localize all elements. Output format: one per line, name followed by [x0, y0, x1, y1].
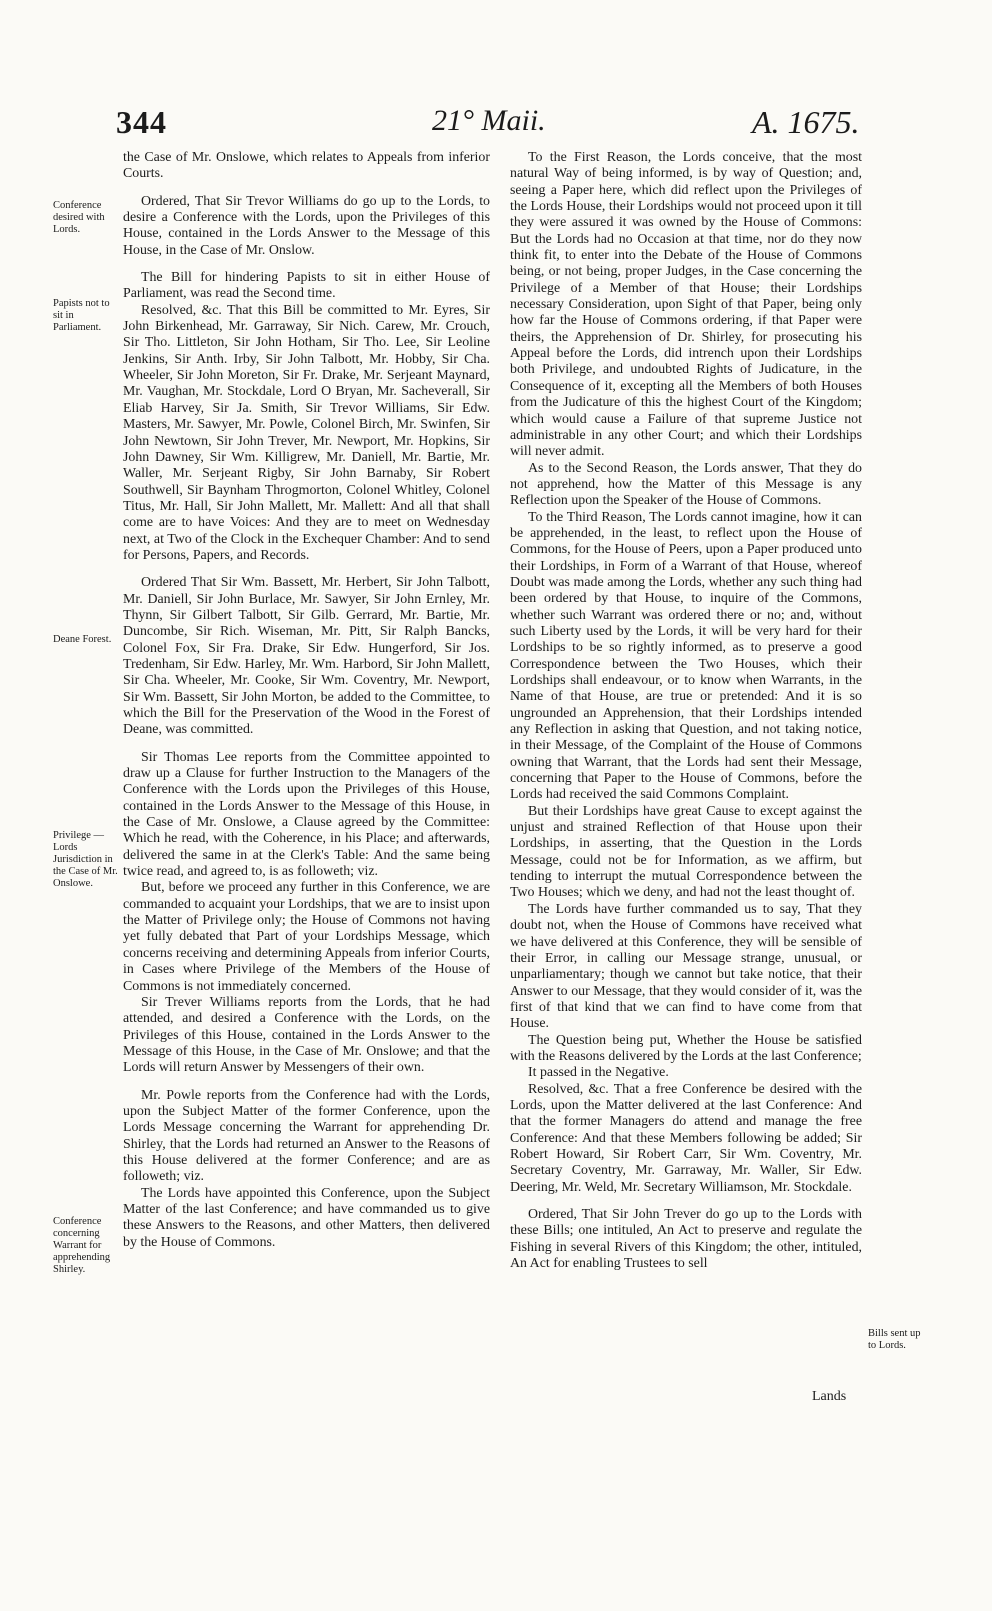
margin-note-deane-forest: Deane Forest. — [53, 634, 112, 645]
margin-note-bills: Bills sent up to Lords. — [868, 1328, 921, 1351]
paragraph: But, before we proceed any further in this Conference, we are commanded to acquaint your Lordships, that we are to insist upon the Matter of Privilege only; the House of Commons not having yet fully debated that Part of your Lordships Message, which concerns receiving and determining Appeals from inferior Courts, in Cases where Privilege of the Members of the House of Commons is not immediately concerned. — [123, 880, 490, 994]
margin-note-papists: Papists not to sit in Parliament. — [53, 298, 110, 333]
paragraph: Resolved, &c. That this Bill be committed to Mr. Eyres, Sir John Birkenhead, Mr. Garraway, Sir Nich. Carew, Mr. Crouch, Sir Tho. Littleton, Sir John Hotham, Sir Tho. Lee, Sir Leoline Jenkins, Sir Anth. Irby, Sir John Talbott, Mr. Hobby, Sir Cha. Wheeler, Sir John Moreton, Sir Fr. Drake, Mr. Serjeant Maynard, Mr. Vaughan, Mr. Stockdale, Lord O Bryan, Mr. Sacheverall, Sir Eliab Harvey, Sir Ja. Smith, Sir Trevor Williams, Sir Edw. Masters, Mr. Sawyer, Mr. Powle, Colonel Birch, Mr. Swinfen, Sir John Newtown, Sir John Trever, Mr. Newport, Mr. Hopkins, Sir John Dawney, Sir Wm. Killigrew, Mr. Daniell, Mr. Bartie, Mr. Waller, Mr. Serjeant Rigby, Sir John Barnaby, Sir Robert Southwell, Sir Baynham Throgmorton, Colonel Whitley, Colonel Titus, Mr. Hall, Sir John Mallett, Mr. Mallett: And all that shall come are to have Voices: And they are to meet on Wednesday next, at Two of the Clock in the Exchequer Chamber: And to send for Persons, Papers, and Records. — [123, 302, 490, 563]
paragraph: The Lords have further commanded us to say, That they doubt not, when the House of Commons have received what we have delivered at this Conference, they will be sensible of their Error, in calling our Message strange, unusual, or unparliamentary; though we cannot but take notice, that their Answer to our Message, that they would consider of it, was the first of that kind that we can find to have come from that House. — [510, 901, 862, 1032]
paragraph: Ordered That Sir Wm. Bassett, Mr. Herbert, Sir John Talbott, Mr. Daniell, Sir John Burlace, Mr. Sawyer, Sir John Ernley, Mr. Thynn, Sir Gilbert Talbott, Sir Gilb. Gerrard, Mr. Bartie, Mr. Duncombe, Sir Rich. Wiseman, Mr. Pitt, Sir Ralph Bancks, Colonel Fox, Sir Fra. Drake, Sir Edw. Hungerford, Sir Jos. Tredenham, Sir Edw. Harley, Mr. Wm. Harbord, Sir John Mallett, Sir Cha. Wheeler, Mr. Cooke, Sir Wm. Coventry, Mr. Newport, Sir Wm. Bassett, Sir John Morton, be added to the Committee, to which the Bill for the Preservation of the Wood in the Forest of Deane, was committed. — [123, 575, 490, 738]
margin-note-conference: Conference desired with Lords. — [53, 200, 105, 235]
margin-note-warrant: Conference concerning Warrant for apprehending Shirley. — [53, 1216, 111, 1275]
margin-note-privilege: Privilege — Lords Jurisdiction in the Case of Mr. Onslowe. — [53, 830, 118, 889]
paragraph: Mr. Powle reports from the Conference had with the Lords, upon the Subject Matter of the former Conference, upon the Lords Message concerning the Warrant for apprehending Dr. Shirley, that the Lords had returned an Answer to the Reasons of this House delivered at the former Conference; and are as followeth; viz. — [123, 1087, 490, 1185]
paragraph: the Case of Mr. Onslowe, which relates to Appeals from inferior Courts. — [123, 150, 490, 182]
paragraph: As to the Second Reason, the Lords answer, That they do not apprehend, how the Matter of this Message is any Reflection upon the Speaker of the House of Commons. — [510, 460, 862, 509]
running-head-year: A. 1675. — [752, 104, 860, 140]
paragraph: To the Third Reason, The Lords cannot imagine, how it can be apprehended, in the least, to reflect upon the House of Commons, for the House of Peers, upon a Paper produced unto their Lordships, in Form of a Warrant of that House, whereof Doubt was made among the Lords, whether any such thing had been ordered by that House, to inquire of the Commons, whether such Warrant was ordered there or no; and, without such Liberty used by the Lords, it will be very hard for their Lordships to be so rightly informed, as to preserve a good Correspondence between the Two Houses, which their Lordships shall endeavour, or to know when Warrants, in the Name of that House, are true or pretended: And it is so ungrounded an Apprehension, that their Lordships intended any Reflection in asking that Question, and not taking notice, in their Message, of the Complaint of the House of Commons owning that Warrant, that the Lords had sent their Message, concerning that Paper to the House of Commons, before the Lords had received the said Commons Complaint. — [510, 509, 862, 803]
left-column — [123, 150, 490, 1251]
paragraph: The Bill for hindering Papists to sit in either House of Parliament, was read the Second time. — [123, 270, 490, 302]
paragraph: Sir Thomas Lee reports from the Committee appointed to draw up a Clause for further Instruction to the Managers of the Conference with the Lords upon the Privileges of this House, contained in the Lords Answer to the Message of this House, in the Case of Mr. Onslowe, a Clause agreed by the Committee: Which he read, with the Coherence, in his Place; and afterwards, delivered the same in at the Clerk's Table: And the same being twice read, and agreed to, is as followeth; viz. — [123, 749, 490, 880]
paragraph: But their Lordships have great Cause to except against the unjust and strained Reflection of that House upon their Lordships, in asserting, that the Question in the Lords Message, could not be for Information, as we affirm, but tending to interrupt the mutual Correspondence between the Two Houses; which we deny, and had not the least thought of. — [510, 803, 862, 901]
page-number: 344 — [116, 104, 167, 140]
catchword: Lands — [812, 1389, 847, 1404]
paragraph: It passed in the Negative. — [528, 1065, 669, 1081]
paragraph: The Lords have appointed this Conference, upon the Subject Matter of the last Conference; and have commanded us to give these Answers to the Reasons, and other Matters, then delivered by the House of Commons. — [123, 1185, 490, 1250]
running-head-date: 21° Maii. — [432, 104, 546, 137]
paragraph: To the First Reason, the Lords conceive, that the most natural Way of being informed, is by way of Question; and, seeing a Paper here, which did reflect upon the Privileges of the Lords House, their Lordships would not proceed upon it till they were assured it was owned by the House of Commons: But the Lords had no Occasion at that time, nor do they now think fit, to enter into the Debate of the House of Commons being, or not being, proper Judges, in the Case concerning the Privilege of a Member of that House; their Lordships necessary Consideration, upon Sight of that Paper, being only how far the House of Commons ordering, if that Paper were theirs, the Apprehension of Dr. Shirley, for prosecuting his Appeal before the Lords, did intrench upon their Lordships both Privilege, and undoubted Rights of Judicature, in the Consequence of it, excepting all the Members of both Houses from the Judicature of this the highest Court of the Kingdom; which would cause a Failure of that supreme Justice not administrable in any other Court; and which their Lordships will never admit. — [510, 150, 862, 460]
paragraph: Ordered, That Sir Trevor Williams do go up to the Lords, to desire a Conference with the Lords, upon the Privileges of this House, contained in the Lords Answer to the Message of this House, in the Case of Mr. Onslow. — [123, 193, 490, 258]
right-column — [510, 150, 862, 1272]
paragraph: Sir Trever Williams reports from the Lords, that he had attended, and desired a Conference with the Lords, on the Privileges of this House, contained in the Lords Answer to the Message of this House, in the Case of Mr. Onslowe; and that the Lords will return Answer by Messengers of their own. — [123, 994, 490, 1076]
paragraph: Ordered, That Sir John Trever do go up to the Lords with these Bills; one intituled, An Act to preserve and regulate the Fishing in several Rivers of this Kingdom; the other, intituled, An Act for enabling Trustees to sell — [510, 1207, 862, 1272]
paragraph: Resolved, &c. That a free Conference be desired with the Lords, upon the Matter delivered at the last Conference: And that the former Managers do attend and manage the free Conference: And that these Members following be added; Sir Robert Howard, Sir Robert Carr, Sir Wm. Coventry, Mr. Secretary Coventry, Mr. Garraway, Mr. Waller, Sir Edw. Deering, Mr. Weld, Mr. Secretary Williamson, Mr. Stockdale. — [510, 1081, 862, 1195]
paragraph: The Question being put, Whether the House be satisfied with the Reasons delivered by the Lords at the last Conference; — [510, 1032, 862, 1064]
